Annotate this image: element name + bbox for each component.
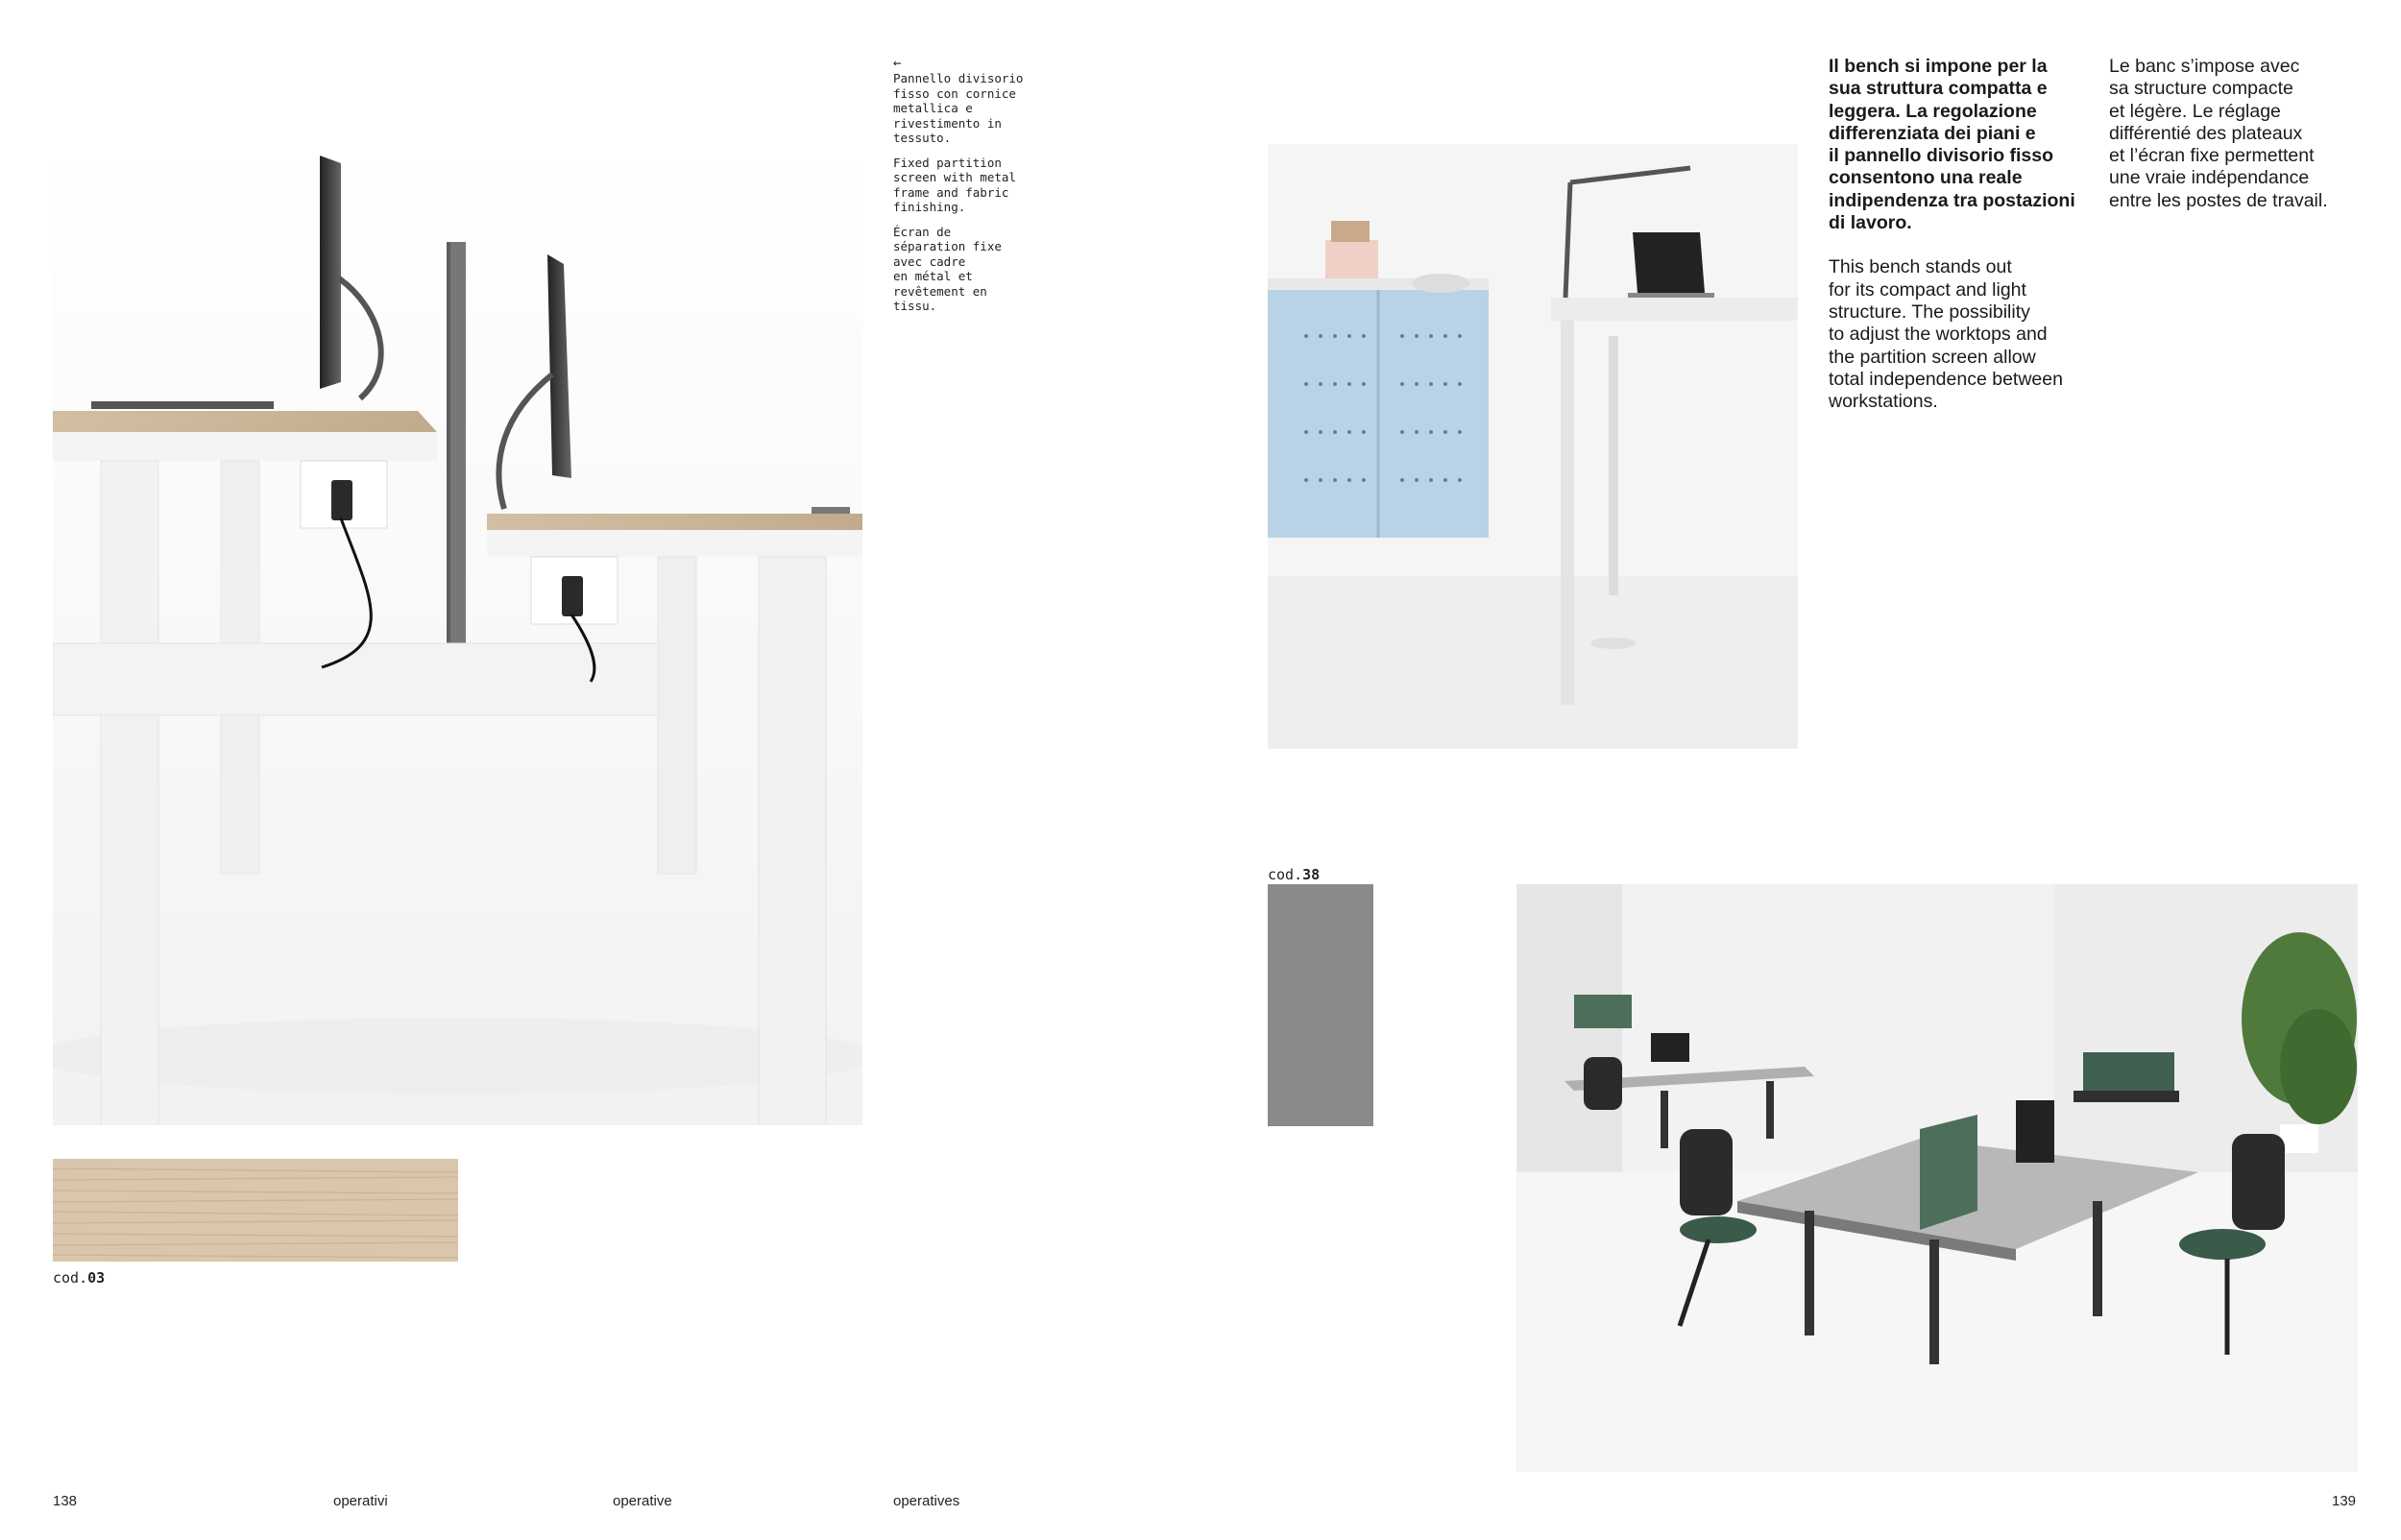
swatch-code-prefix: cod. [1268,866,1303,883]
caption-italian: Pannello divisorio fisso con cornice metallica e rivestimento in tessuto. [893,71,1024,145]
caption-english: Fixed partition screen with metal frame and fabric finishing. [893,155,1016,214]
wood-swatch-code [53,1269,105,1287]
intro-english: This bench stands out for its compact and light structure. The possibility to adjust the worktops and the partition screen allow total independence between workstations. [1829,256,2063,413]
left-arrow-icon: ← [893,56,902,71]
swatch-code-number: 03 [87,1269,106,1287]
swatch-code-number: 38 [1302,866,1321,883]
caption-french: Écran de séparation fixe avec cadre en métal et revêtement en tissu. [893,224,1002,313]
office-bench-photo [1516,884,2358,1472]
grey-fabric-swatch [1268,884,1373,1126]
footer-label-english: operative [613,1493,672,1509]
wood-finish-swatch [53,1159,458,1262]
cabinet-desk-photo [1268,144,1798,749]
page-number-left: 138 [53,1493,78,1509]
footer-label-french: operatives [893,1493,960,1509]
swatch-code-prefix: cod. [53,1269,88,1287]
desk-bench-photo [53,144,862,1125]
partition-caption [893,58,1076,324]
footer-label-italian: operativi [333,1493,388,1509]
page-number-right: 139 [2332,1493,2357,1509]
grey-swatch-code [1268,866,1320,883]
intro-french: Le banc s’impose avec sa structure compacte et légère. Le réglage différentié des plateaux et l’écran fixe permettent une vraie indépendance entre les postes de travail. [2109,56,2328,211]
intro-text-italian-english [1829,56,2107,413]
intro-italian: Il bench si impone per la sua struttura compatta e leggera. La regolazione differenziata dei piani e il pannello divisorio fisso consentono una reale indipendenza tra postazioni di lavoro. [1829,56,2075,234]
